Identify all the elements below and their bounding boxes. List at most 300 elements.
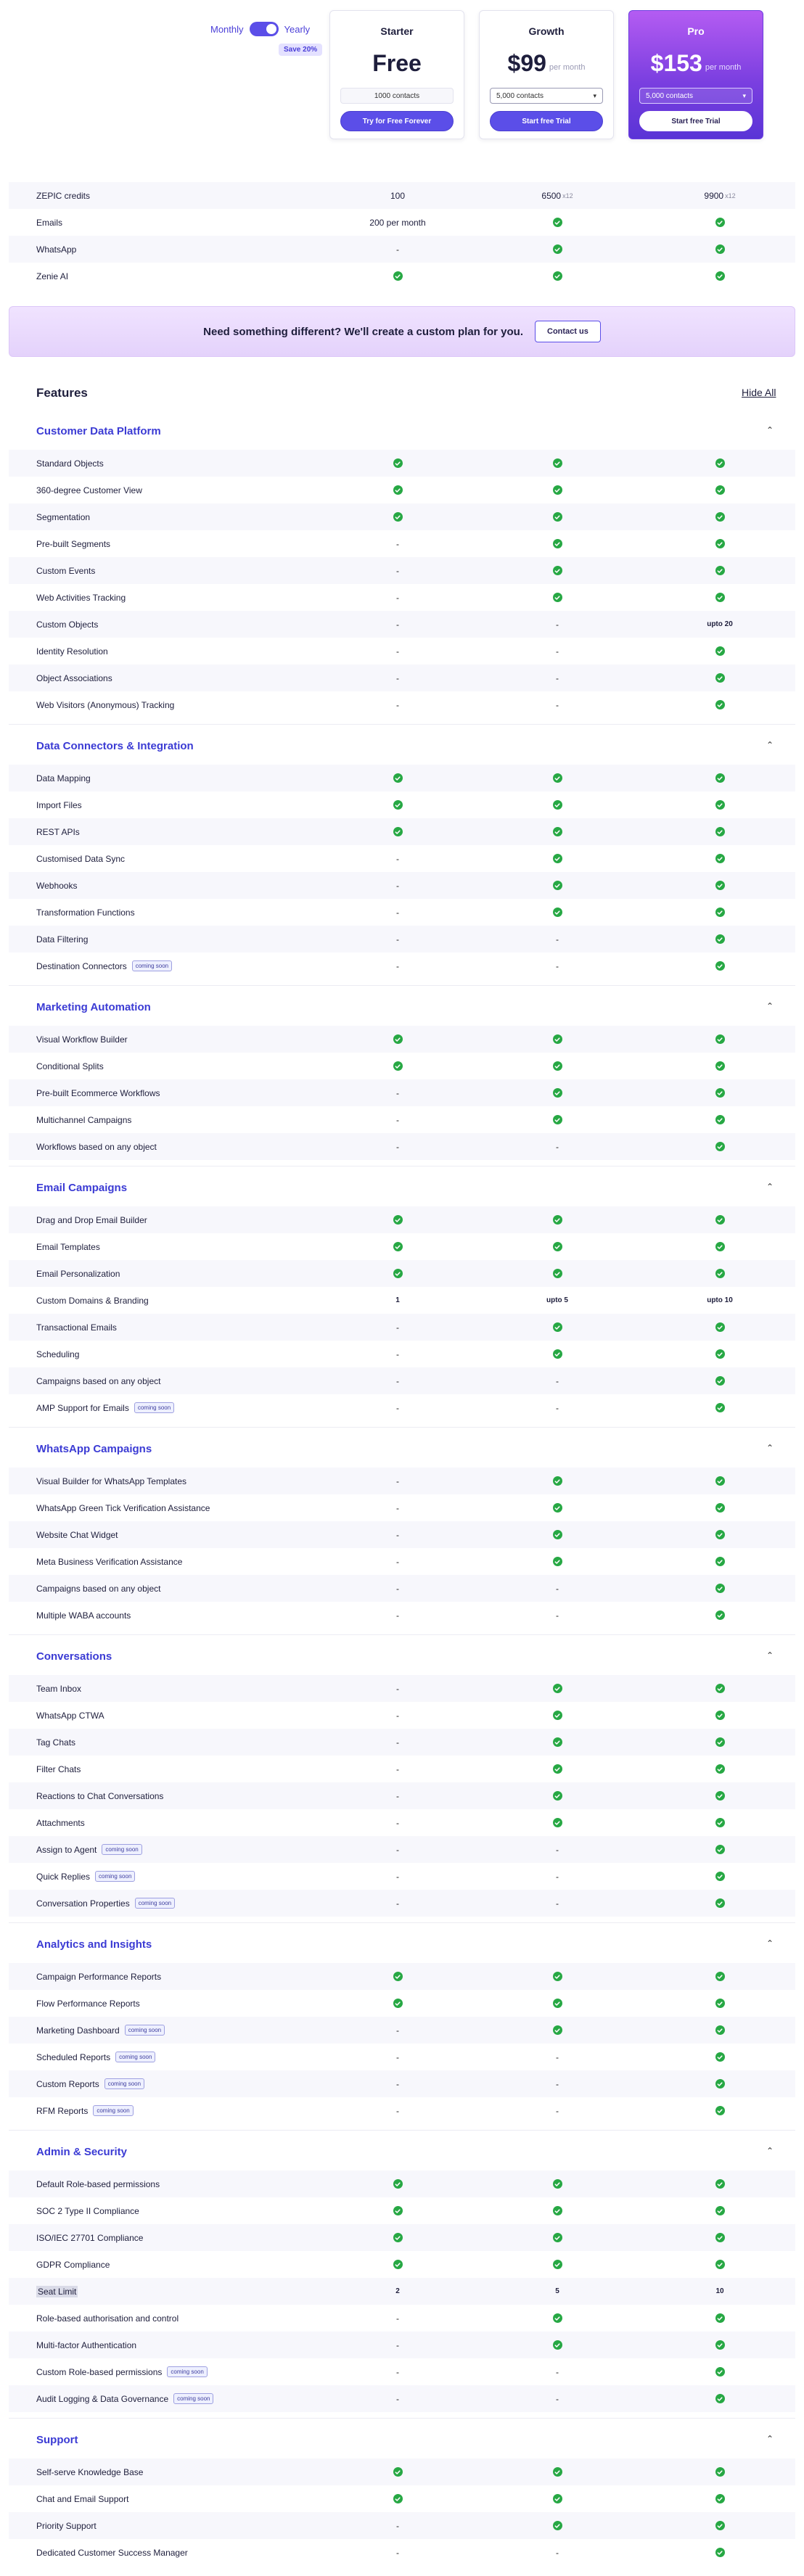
feature-row [9, 1468, 795, 1494]
check-icon [715, 827, 725, 836]
feature-row [9, 1963, 795, 1990]
plan-value [376, 244, 419, 255]
feature-name: Web Activities Tracking [36, 592, 126, 603]
check-icon [553, 1530, 562, 1539]
feature-label [36, 1999, 140, 2009]
check-mark [717, 1713, 723, 1719]
check-icon [553, 854, 562, 863]
plan-value [698, 458, 742, 468]
dash-value: - [556, 1141, 559, 1152]
plan-value [536, 1322, 579, 1332]
plan-value [376, 1764, 419, 1774]
plan-value [698, 2206, 742, 2215]
plan-value [376, 620, 419, 630]
feature-label [36, 1972, 161, 1982]
plan-value [536, 2025, 579, 2035]
check-icon [553, 1503, 562, 1513]
check-icon [553, 2179, 562, 2189]
chevron-up-icon[interactable]: ⌃ [766, 1650, 774, 1661]
feature-label [36, 2052, 155, 2062]
contacts-value: 5,000 contacts [496, 91, 544, 100]
check-icon [715, 934, 725, 944]
plan-value [536, 1061, 579, 1071]
feature-name: Segmentation [36, 511, 91, 522]
check-mark [717, 1532, 723, 1538]
feature-label [36, 1242, 100, 1252]
plan-value [376, 934, 419, 945]
feature-label [36, 1584, 160, 1594]
section-header-admin-security[interactable] [9, 2134, 795, 2170]
plan-value [376, 673, 419, 683]
feature-name: Visual Builder for WhatsApp Templates [36, 1476, 186, 1486]
feature-row [9, 1079, 795, 1106]
coming-soon-badge: coming soon [167, 2366, 207, 2377]
chevron-up-icon[interactable]: ⌃ [766, 1001, 774, 1011]
check-mark [554, 461, 560, 466]
check-icon [553, 1818, 562, 1827]
dash-value: - [556, 646, 559, 657]
plan-value [536, 1269, 579, 1278]
chevron-up-icon[interactable]: ⌃ [766, 2434, 774, 2444]
feature-label [36, 2260, 110, 2270]
plan-value [376, 646, 419, 657]
plan-value [536, 2467, 579, 2477]
plan-value [698, 191, 742, 201]
plan-value [376, 2025, 419, 2036]
check-icon [553, 1115, 562, 1124]
check-mark [395, 829, 401, 835]
plan-value [536, 620, 579, 630]
feature-name: Custom Domains & Branding [36, 1295, 149, 1306]
check-icon [553, 881, 562, 890]
check-mark [395, 2208, 401, 2214]
plan-value [536, 1088, 579, 1098]
dash-value: - [556, 2078, 559, 2089]
price-amount: $153 [650, 50, 702, 76]
check-icon [715, 1215, 725, 1225]
check-mark [717, 856, 723, 862]
check-mark [717, 1740, 723, 1745]
dash-value: - [396, 1844, 399, 1855]
plan-value [698, 2521, 742, 2530]
feature-row [9, 2539, 795, 2566]
check-icon [393, 1242, 403, 1251]
plan-value [536, 1476, 579, 1486]
feature-row [9, 818, 795, 845]
check-mark [554, 1766, 560, 1772]
check-mark [717, 1090, 723, 1096]
plan-value [376, 2179, 419, 2189]
section-title: Marketing Automation [36, 1001, 151, 1013]
check-icon [553, 1349, 562, 1359]
feature-name: Audit Logging & Data Governance [36, 2393, 169, 2404]
check-mark [395, 514, 401, 520]
check-mark [717, 2496, 723, 2502]
check-icon [715, 2521, 725, 2530]
feature-row [9, 1990, 795, 2017]
check-icon [553, 1791, 562, 1801]
plan-value [536, 2494, 579, 2503]
dash-value: - [396, 1349, 399, 1359]
plan-value [376, 539, 419, 549]
plan-value [536, 2548, 579, 2558]
chevron-up-icon[interactable]: ⌃ [766, 1182, 774, 1192]
feature-label [36, 2548, 188, 2558]
plan-value [376, 827, 419, 836]
plan-value [536, 2367, 579, 2377]
dash-value: - [396, 1375, 399, 1386]
plan-value [698, 2179, 742, 2189]
section-title: Conversations [36, 1650, 112, 1663]
plan-value [698, 1061, 742, 1071]
check-mark [554, 1559, 560, 1565]
section-header-support[interactable] [9, 2422, 795, 2458]
check-icon [553, 244, 562, 254]
plan-value [376, 1349, 419, 1359]
section-header-analytics-and-insights[interactable] [9, 1927, 795, 1963]
section-divider [9, 1427, 795, 1428]
feature-row [9, 2097, 795, 2124]
plan-value [698, 2260, 742, 2269]
billing-toggle [210, 22, 327, 56]
feature-row [9, 530, 795, 557]
contacts-value: 5,000 contacts [646, 91, 694, 100]
check-mark [554, 775, 560, 781]
check-mark [717, 595, 723, 601]
plan-value [536, 1972, 579, 1981]
check-mark [717, 2523, 723, 2529]
plan-value [698, 1476, 742, 1486]
plan-value [376, 1557, 419, 1567]
plan-value [376, 2340, 419, 2350]
custom-plan-banner [9, 306, 795, 357]
check-icon [715, 218, 725, 227]
plan-value [698, 854, 742, 863]
dash-value: - [396, 244, 399, 255]
chevron-up-icon[interactable]: ⌃ [766, 2146, 774, 2156]
feature-row [9, 2070, 795, 2097]
check-icon [553, 1061, 562, 1071]
check-mark [395, 2262, 401, 2268]
plan-value [376, 1269, 419, 1278]
price-period: per month [549, 63, 586, 72]
feature-row [9, 926, 795, 952]
check-icon [715, 908, 725, 917]
feature-name: Customised Data Sync [36, 853, 126, 864]
check-icon [715, 485, 725, 495]
plan-value [536, 2106, 579, 2116]
check-mark [717, 1037, 723, 1042]
plan-value [698, 2313, 742, 2323]
check-mark [717, 2396, 723, 2402]
check-mark [717, 461, 723, 466]
check-icon [553, 1737, 562, 1747]
check-mark [717, 1063, 723, 1069]
section-header-customer-data-platform[interactable] [9, 413, 795, 450]
check-mark [717, 487, 723, 493]
billing-switch[interactable] [250, 22, 279, 36]
feature-name: Flow Performance Reports [36, 1998, 140, 2009]
plan-value [698, 2394, 742, 2403]
plan-value [698, 2467, 742, 2477]
coming-soon-badge: coming soon [125, 2025, 165, 2036]
check-icon [553, 2313, 562, 2323]
check-mark [717, 1405, 723, 1411]
plan-value [536, 1242, 579, 1251]
contacts-select[interactable] [490, 88, 603, 104]
feature-row [9, 1394, 795, 1421]
start-trial-button[interactable]: Start free Trial [639, 111, 752, 131]
chevron-up-icon[interactable]: ⌃ [766, 1443, 774, 1453]
plan-value [536, 1034, 579, 1044]
feature-label [36, 620, 98, 630]
feature-label [36, 854, 125, 864]
check-mark [554, 2181, 560, 2187]
plan-value [376, 1791, 419, 1801]
feature-row [9, 2485, 795, 2512]
check-mark [717, 1271, 723, 1277]
feature-row [9, 2017, 795, 2044]
chevron-down-icon: ▾ [742, 91, 746, 99]
section-header-data-connectors-integration[interactable] [9, 728, 795, 765]
start-trial-button[interactable]: Start free Trial [490, 111, 603, 131]
chevron-up-icon[interactable]: ⌃ [766, 425, 774, 435]
check-icon [715, 1242, 725, 1251]
feature-name: Attachments [36, 1817, 85, 1828]
plan-value [536, 1791, 579, 1801]
feature-row [9, 1809, 795, 1836]
check-mark [554, 829, 560, 835]
feature-row [9, 1675, 795, 1702]
dash-value: - [396, 1114, 399, 1125]
feature-name: Reactions to Chat Conversations [36, 1790, 164, 1801]
check-icon [553, 800, 562, 810]
dash-value: - [556, 934, 559, 945]
plan-price [330, 47, 464, 76]
feature-row [9, 584, 795, 611]
plan-value [536, 271, 579, 281]
plan-value [376, 1242, 419, 1251]
check-icon [715, 2548, 725, 2557]
check-icon [553, 908, 562, 917]
summary-value: 200 per month [369, 217, 426, 228]
check-icon [553, 2260, 562, 2269]
feature-label [36, 2467, 143, 2477]
dash-value: - [556, 2052, 559, 2062]
plan-value [698, 1999, 742, 2008]
plan-value [698, 1142, 742, 1151]
feature-row [9, 1026, 795, 1053]
dash-value: - [556, 1583, 559, 1594]
plan-value [376, 2394, 419, 2404]
plan-value [376, 1296, 419, 1304]
summary-row [9, 236, 795, 263]
check-mark [717, 1686, 723, 1692]
dash-value: - [556, 619, 559, 630]
check-mark [717, 2469, 723, 2475]
hide-all-link[interactable]: Hide All [742, 387, 776, 398]
summary-value: 9900 [704, 190, 724, 201]
check-mark [554, 2469, 560, 2475]
plan-value [376, 191, 419, 201]
check-mark [717, 568, 723, 574]
feature-name: Chat and Email Support [36, 2493, 129, 2504]
feature-label [36, 593, 126, 603]
check-icon [715, 2052, 725, 2062]
section-header-whatsapp-campaigns[interactable] [9, 1431, 795, 1468]
plan-value [536, 244, 579, 254]
plan-value [698, 700, 742, 709]
plan-value [536, 1999, 579, 2008]
feature-name: Assign to Agent [36, 1844, 97, 1855]
contacts-select[interactable] [639, 88, 752, 104]
feature-name: Custom Role-based permissions [36, 2366, 163, 2377]
check-mark [717, 2028, 723, 2033]
plan-value [536, 2313, 579, 2323]
feature-label [36, 1296, 149, 1306]
dash-value: - [556, 1375, 559, 1386]
check-icon [715, 2079, 725, 2089]
plan-value [698, 1088, 742, 1098]
feature-label [36, 2340, 136, 2350]
check-mark [554, 1090, 560, 1096]
check-icon [715, 1061, 725, 1071]
dash-value: - [396, 2078, 399, 2089]
plan-value [536, 1818, 579, 1827]
check-mark [554, 2208, 560, 2214]
check-icon [393, 2179, 403, 2189]
feature-label [36, 700, 174, 710]
feature-label [36, 1764, 81, 1774]
check-mark [717, 2342, 723, 2348]
plan-value [536, 1376, 579, 1386]
check-mark [717, 1974, 723, 1980]
plan-value [376, 1034, 419, 1044]
check-icon [715, 2394, 725, 2403]
feature-label [36, 1844, 142, 1855]
feature-row [9, 1782, 795, 1809]
plan-value [376, 2106, 419, 2116]
feature-name: Filter Chats [36, 1764, 81, 1774]
check-mark [554, 2496, 560, 2502]
contact-us-button[interactable]: Contact us [535, 321, 601, 342]
plan-value [376, 1872, 419, 1882]
plan-value [698, 539, 742, 548]
check-icon [553, 539, 562, 548]
check-icon [553, 593, 562, 602]
plan-value [536, 800, 579, 810]
chevron-up-icon[interactable]: ⌃ [766, 740, 774, 750]
plan-value [376, 1898, 419, 1909]
check-mark [717, 2081, 723, 2087]
plan-value [376, 2521, 419, 2531]
feature-name: ISO/IEC 27701 Compliance [36, 2232, 144, 2243]
section-header-email-campaigns[interactable] [9, 1170, 795, 1206]
feature-label [36, 1269, 120, 1279]
dash-value: - [396, 960, 399, 971]
feature-name: WhatsApp Green Tick Verification Assistance [36, 1502, 210, 1513]
feature-row [9, 1548, 795, 1575]
plan-value [536, 512, 579, 522]
check-icon [553, 271, 562, 281]
feature-label [36, 1818, 85, 1828]
dash-value: - [556, 1898, 559, 1909]
check-mark [554, 1063, 560, 1069]
plan-value [376, 854, 419, 864]
plan-value [536, 1503, 579, 1513]
summary-row [9, 209, 795, 236]
check-icon [715, 2340, 725, 2350]
dash-value: - [396, 592, 399, 603]
check-mark [395, 1217, 401, 1223]
plan-value [698, 244, 742, 254]
plan-value [376, 1845, 419, 1855]
feature-label [36, 2494, 128, 2504]
plan-value [347, 218, 448, 228]
plan-value [698, 2494, 742, 2503]
plan-value [536, 218, 579, 227]
dash-value: - [396, 2052, 399, 2062]
feature-label [36, 1215, 147, 1225]
check-icon [715, 854, 725, 863]
plan-value [376, 2052, 419, 2062]
plan-value [698, 1242, 742, 1251]
check-mark [395, 2181, 401, 2187]
plan-value [376, 800, 419, 810]
check-icon [553, 1972, 562, 1981]
dash-value: - [396, 1817, 399, 1828]
check-icon [553, 2206, 562, 2215]
plan-value [698, 485, 742, 495]
plan-value [698, 827, 742, 836]
feature-name: RFM Reports [36, 2105, 89, 2116]
feature-row [9, 2170, 795, 2197]
plan-value [698, 2548, 742, 2557]
check-mark [554, 1351, 560, 1357]
check-mark [554, 595, 560, 601]
check-mark [554, 2262, 560, 2268]
try-free-button[interactable]: Try for Free Forever [340, 111, 454, 131]
monthly-label[interactable]: Monthly [210, 23, 244, 35]
check-mark [395, 1271, 401, 1277]
feature-row [9, 1287, 795, 1314]
chevron-up-icon[interactable]: ⌃ [766, 1938, 774, 1949]
check-mark [554, 1820, 560, 1826]
section-header-marketing-automation[interactable] [9, 989, 795, 1026]
check-icon [553, 458, 562, 468]
plan-value [376, 1999, 419, 2008]
feature-name: Campaigns based on any object [36, 1583, 161, 1594]
feature-row [9, 1233, 795, 1260]
section-header-conversations[interactable] [9, 1639, 795, 1675]
check-mark [717, 1144, 723, 1150]
feature-name: Destination Connectors [36, 960, 127, 971]
plan-value [536, 1737, 579, 1747]
feature-row [9, 1314, 795, 1341]
coming-soon-badge: coming soon [104, 2078, 144, 2089]
dash-value: - [396, 1683, 399, 1694]
plan-value [536, 2079, 579, 2089]
section-divider [9, 1922, 795, 1923]
feature-label [36, 1737, 75, 1748]
feature-row [9, 2332, 795, 2358]
plan-value [698, 1845, 742, 1854]
feature-label [36, 1791, 163, 1801]
plan-value [536, 827, 579, 836]
feature-row [9, 1836, 795, 1863]
plan-value [376, 566, 419, 576]
yearly-label[interactable]: Yearly [284, 23, 311, 35]
